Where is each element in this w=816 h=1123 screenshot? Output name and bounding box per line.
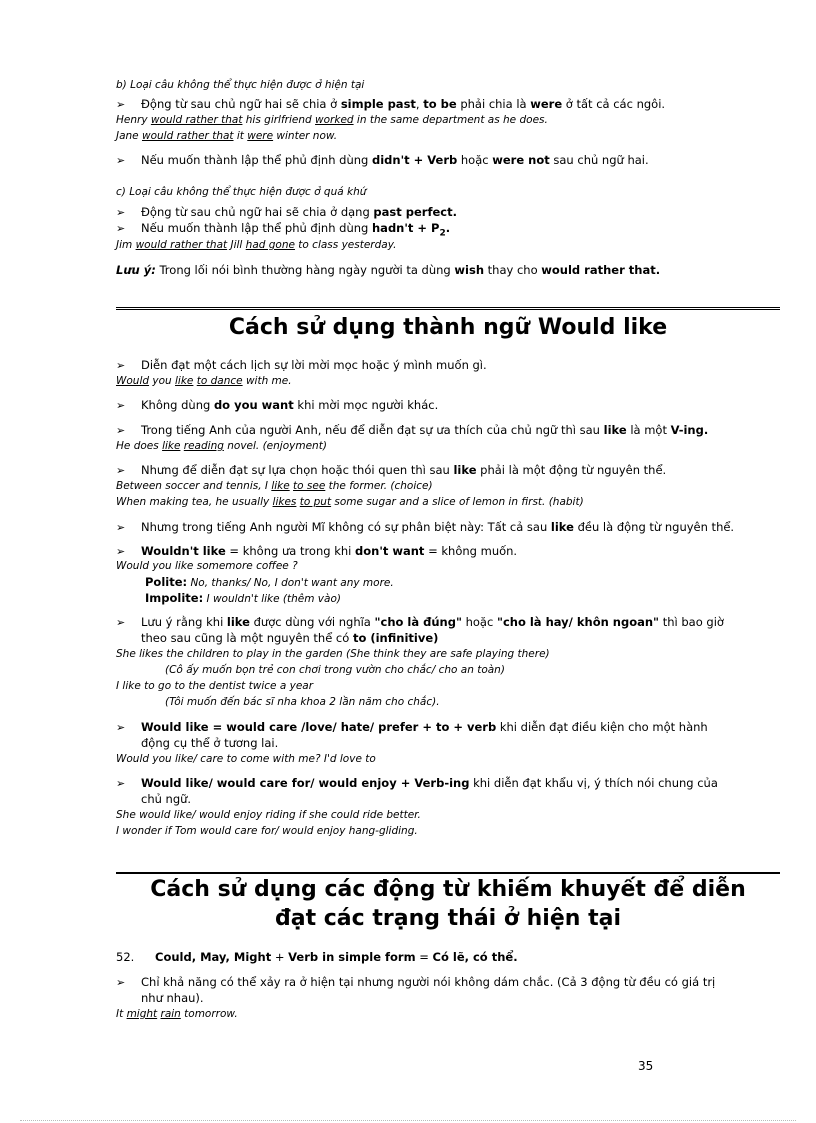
text: đều là động từ nguyên thể. xyxy=(573,520,735,534)
bullet-icon: ➢ xyxy=(116,222,126,235)
underlined-term: likes xyxy=(272,496,297,508)
rule-text-cont xyxy=(141,631,438,645)
underlined-term: like xyxy=(162,440,181,452)
text: Nếu muốn thành lập thể phủ định dùng xyxy=(141,153,372,167)
rule-text xyxy=(141,398,438,412)
bold-term: like xyxy=(453,463,477,477)
rule-text xyxy=(141,463,666,477)
text: his girlfriend xyxy=(242,114,316,126)
bullet-icon: ➢ xyxy=(116,359,126,372)
bullet-icon: ➢ xyxy=(116,154,126,167)
rule-text-cont: như nhau). xyxy=(141,991,204,1005)
bold-term: didn't + Verb xyxy=(372,153,458,167)
text: Nhưng trong tiếng Anh người Mĩ không có sự phân biệt này: Tất cả sau xyxy=(141,520,551,534)
bullet-icon: ➢ xyxy=(116,521,126,534)
text: to class yesterday. xyxy=(294,239,397,251)
example-translation: (Cô ấy muốn bọn trẻ con chơi trong vườn cho chắc/ cho an toàn) xyxy=(165,664,505,676)
bold-term: do you want xyxy=(213,398,294,412)
text: Trong lối nói bình thường hàng ngày người ta dùng xyxy=(155,263,455,277)
text: It xyxy=(116,1008,127,1020)
example-sentence xyxy=(116,495,584,509)
subscript: 2 xyxy=(439,228,446,239)
rule-text-cont: động cụ thể ở tương lai. xyxy=(141,736,279,750)
underlined-term: would rather that xyxy=(141,130,234,142)
text: Động từ sau chủ ngữ hai sẽ chia ở xyxy=(141,97,341,111)
bold-term: simple past xyxy=(340,97,416,111)
impolite-example xyxy=(145,591,341,606)
text: Between soccer and tennis, I xyxy=(116,480,272,492)
underlined-term: worked xyxy=(315,114,354,126)
rule-text: Diễn đạt một cách lịch sự lời mời mọc hoặc ý mình muốn gì. xyxy=(141,358,487,372)
text: Henry xyxy=(116,114,151,126)
underlined-term: rain xyxy=(160,1008,181,1020)
bold-term: Could, May, Might xyxy=(155,950,272,964)
example-sentence xyxy=(116,238,396,252)
text: hoặc xyxy=(457,153,493,167)
impolite-label: Impolite: xyxy=(145,591,204,605)
polite-example xyxy=(145,575,394,590)
bold-term: "cho là hay/ khôn ngoan" xyxy=(496,615,660,629)
text: , xyxy=(415,97,424,111)
text: = không ưa trong khi xyxy=(225,544,356,558)
bullet-icon: ➢ xyxy=(116,464,126,477)
section-b-rule-1 xyxy=(141,97,665,111)
underlined-term: to put xyxy=(299,496,332,508)
text: hoặc xyxy=(461,615,497,629)
bold-term: were not xyxy=(492,153,550,167)
bold-term: Verb in simple form xyxy=(288,950,416,964)
note-line xyxy=(116,263,660,277)
bold-term: Wouldn't like xyxy=(141,544,226,558)
text: = xyxy=(415,950,433,964)
text: là một xyxy=(626,423,671,437)
rule-text xyxy=(141,544,517,558)
text: + xyxy=(271,950,289,964)
text: được dùng với nghĩa xyxy=(249,615,375,629)
text: winter now. xyxy=(273,130,338,142)
bullet-icon: ➢ xyxy=(116,399,126,412)
text: ở tất cả các ngôi. xyxy=(562,97,666,111)
bold-term: "cho là đúng" xyxy=(374,615,462,629)
polite-label: Polite: xyxy=(145,575,188,589)
text: . xyxy=(445,221,451,235)
underlined-term: reading xyxy=(183,440,224,452)
underlined-term: were xyxy=(247,130,274,142)
item-formula xyxy=(155,950,518,964)
text: Jane xyxy=(116,130,142,142)
text: He does xyxy=(116,440,163,452)
bullet-icon: ➢ xyxy=(116,976,126,989)
text: Lưu ý rằng khi xyxy=(141,615,227,629)
text: Nếu muốn thành lập thể phủ định dùng xyxy=(141,221,372,235)
rule-text xyxy=(141,615,724,629)
text: theo sau cũng là một nguyên thể có xyxy=(141,631,353,645)
note-label: Lưu ý: xyxy=(116,263,156,277)
text: khi diễn đạt điều kiện cho một hành xyxy=(496,720,708,734)
bold-term: to (infinitive) xyxy=(352,631,439,645)
text: you xyxy=(149,375,176,387)
text: thì bao giờ xyxy=(659,615,724,629)
section-divider xyxy=(116,307,780,310)
example-sentence xyxy=(116,439,327,453)
rule-text xyxy=(141,423,708,437)
underlined-term: to dance xyxy=(196,375,243,387)
underlined-term: to see xyxy=(293,480,326,492)
bold-term: like xyxy=(550,520,574,534)
example-sentence xyxy=(116,1007,238,1021)
text: I wouldn't like (thêm vào) xyxy=(203,593,341,605)
section-c-heading: c) Loại câu không thể thực hiện được ở quá khứ xyxy=(116,186,367,198)
bold-term: were xyxy=(530,97,563,111)
bullet-icon: ➢ xyxy=(116,206,126,219)
text: it xyxy=(233,130,248,142)
text: Jim xyxy=(116,239,136,251)
example-sentence: She would like/ would enjoy riding if she could ride better. xyxy=(116,809,421,821)
bullet-icon: ➢ xyxy=(116,98,126,111)
text: some sugar and a slice of lemon in first. (habit) xyxy=(331,496,584,508)
rule-text xyxy=(141,720,708,734)
bold-term: like xyxy=(603,423,627,437)
example-sentence xyxy=(116,374,292,388)
text: sau chủ ngữ hai. xyxy=(549,153,649,167)
underlined-term: like xyxy=(175,375,194,387)
text: novel. (enjoyment) xyxy=(223,440,327,452)
section-title-line-2: đạt các trạng thái ở hiện tại xyxy=(275,906,621,931)
underlined-term: had gone xyxy=(245,239,295,251)
page-number: 35 xyxy=(638,1059,654,1073)
text: khi diễn đạt khẩu vị, ý thích nói chung của xyxy=(469,776,718,790)
text: No, thanks/ No, I don't want any more. xyxy=(187,577,394,589)
section-c-rule-1 xyxy=(141,205,457,219)
bold-term: to be xyxy=(423,97,457,111)
underlined-term: like xyxy=(271,480,290,492)
example-sentence: She likes the children to play in the garden (She think they are safe playing there) xyxy=(116,648,550,660)
section-divider xyxy=(116,872,780,874)
rule-text xyxy=(141,776,718,790)
section-b-rule-2 xyxy=(141,153,649,167)
text: Động từ sau chủ ngữ hai sẽ chia ở dạng xyxy=(141,205,374,219)
bold-term: hadn't + P xyxy=(372,221,440,235)
bold-term: Có lẽ, có thể. xyxy=(432,950,518,964)
section-b-heading: b) Loại câu không thể thực hiện được ở hiện tại xyxy=(116,79,365,91)
bullet-icon: ➢ xyxy=(116,616,126,629)
text: Nhưng để diễn đạt sự lựa chọn hoặc thói quen thì sau xyxy=(141,463,454,477)
text: phải chia là xyxy=(456,97,531,111)
underlined-term: might xyxy=(126,1008,158,1020)
example-sentence xyxy=(116,129,337,143)
bold-term: V-ing. xyxy=(670,423,709,437)
text: the former. (choice) xyxy=(325,480,433,492)
rule-text: Chỉ khả năng có thể xảy ra ở hiện tại nhưng người nói không dám chắc. (Cả 3 động từ đều có giá trị xyxy=(141,975,716,989)
bold-term: past perfect. xyxy=(373,205,457,219)
example-sentence: I wonder if Tom would care for/ would enjoy hang-gliding. xyxy=(116,825,418,837)
text: tomorrow. xyxy=(180,1008,238,1020)
example-sentence: Would you like/ care to come with me? I'd love to xyxy=(116,753,376,765)
bullet-icon: ➢ xyxy=(116,545,126,558)
item-number: 52. xyxy=(116,950,135,964)
example-sentence xyxy=(116,479,433,493)
example-translation: (Tôi muốn đến bác sĩ nha khoa 2 lần năm cho chắc). xyxy=(165,696,440,708)
bold-term: wish xyxy=(454,263,485,277)
bold-term: Would like = would care /love/ hate/ prefer + to + verb xyxy=(141,720,497,734)
example-sentence: Would you like somemore coffee ? xyxy=(116,560,298,572)
underlined-term: would rather that xyxy=(135,239,228,251)
text: khi mời mọc người khác. xyxy=(293,398,439,412)
text: When making tea, he usually xyxy=(116,496,273,508)
text: Không dùng xyxy=(141,398,214,412)
text: phải là một động từ nguyên thể. xyxy=(476,463,667,477)
rule-text xyxy=(141,520,734,534)
underlined-term: would rather that xyxy=(150,114,243,126)
text: = không muốn. xyxy=(424,544,518,558)
bullet-icon: ➢ xyxy=(116,721,126,734)
section-title-line-1: Cách sử dụng các động từ khiếm khuyết để diễn xyxy=(150,877,746,902)
bold-term: would rather that. xyxy=(541,263,661,277)
text: with me. xyxy=(242,375,292,387)
bold-term: like xyxy=(226,615,250,629)
rule-text-cont: chủ ngữ. xyxy=(141,792,192,806)
bold-term: Would like/ would care for/ would enjoy + Verb-ing xyxy=(141,776,470,790)
text: in the same department as he does. xyxy=(353,114,548,126)
text: Trong tiếng Anh của người Anh, nếu để diễn đạt sự ưa thích của chủ ngữ thì sau xyxy=(141,423,604,437)
page-edge-divider xyxy=(20,1120,796,1121)
bullet-icon: ➢ xyxy=(116,424,126,437)
text: Jill xyxy=(227,239,246,251)
underlined-term: Would xyxy=(116,375,150,387)
example-sentence: I like to go to the dentist twice a year xyxy=(116,680,314,692)
bullet-icon: ➢ xyxy=(116,777,126,790)
page-title: Cách sử dụng thành ngữ Would like xyxy=(228,315,668,340)
text: thay cho xyxy=(484,263,542,277)
bold-term: don't want xyxy=(355,544,425,558)
example-sentence xyxy=(116,113,548,127)
